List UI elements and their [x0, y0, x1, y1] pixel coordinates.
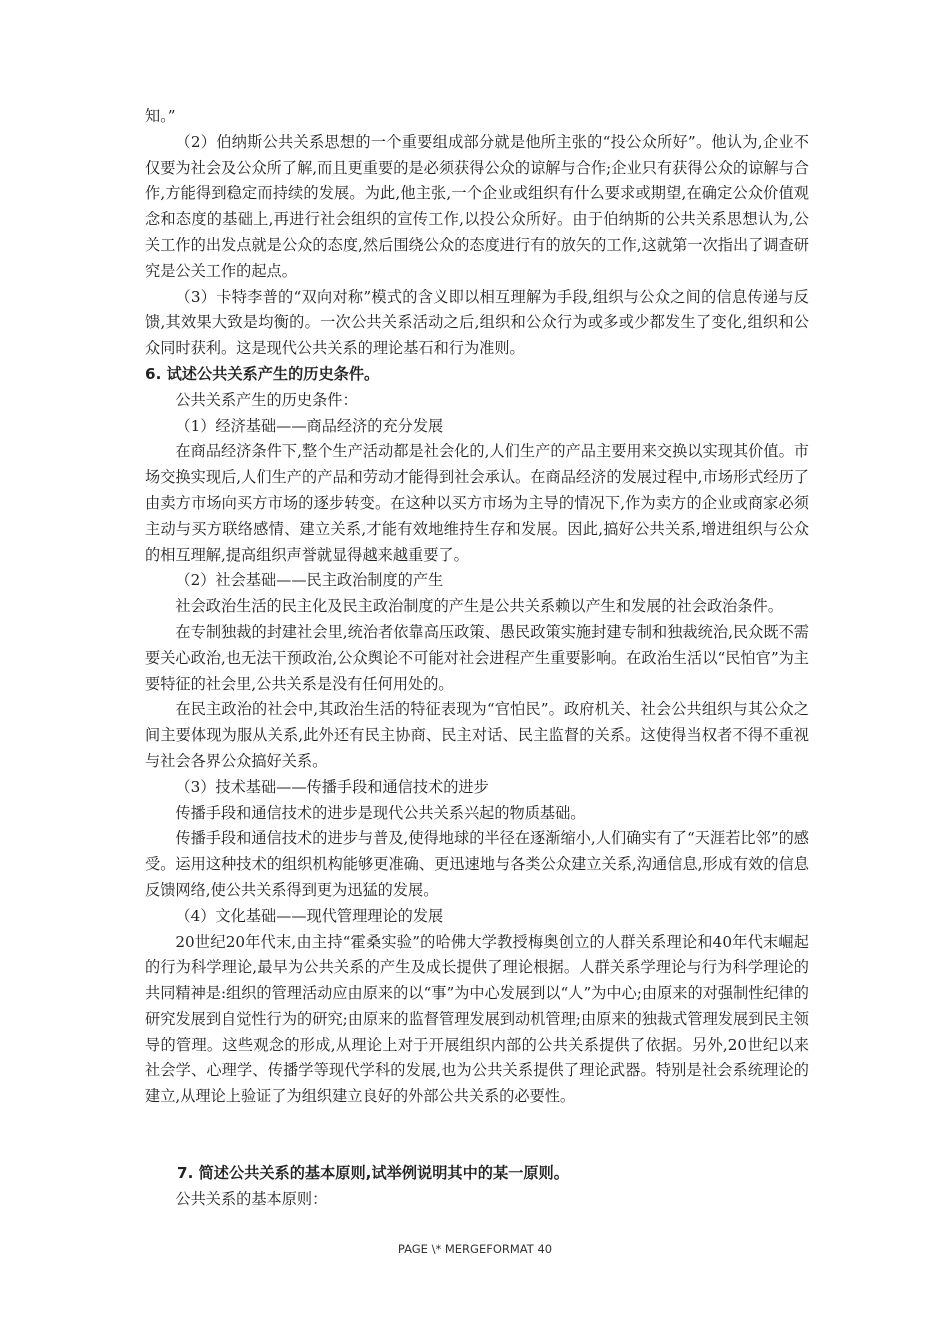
paragraph-cutlip: （3）卡特李普的“双向对称”模式的含义即以相互理解为手段,组织与公众之间的信息传递与反馈,其效果大致是均衡的。一次公共关系活动之后,组织和公众行为或多或少都发生了变化,组织和公众同时获利。这是现代公共关系的理论基石和行为准则。 [145, 287, 809, 358]
subheading-cultural: （4）文化基础——现代管理理论的发展 [175, 906, 444, 925]
question-6-heading: 6. 试述公共关系产生的历史条件。 [145, 364, 380, 383]
paragraph-social-3: 在民主政治的社会中,其政治生活的特征表现为“官怕民”。政府机关、社会公共组织与其公众之间主要体现为服从关系,此外还有民主协商、民主对话、民主监督的关系。这使得当权者不得不重视与社会各界公众搞好关系。 [145, 700, 809, 770]
question-7-heading: 7. 简述公共关系的基本原则,试举例说明其中的某一原则。 [177, 1164, 569, 1183]
answer-7-intro: 公共关系的基本原则： [175, 1189, 328, 1208]
subheading-technical: （3）技术基础——传播手段和通信技术的进步 [175, 777, 489, 796]
answer-intro: 公共关系产生的历史条件： [175, 390, 358, 409]
paragraph-bernays: （2）伯纳斯公共关系思想的一个重要组成部分就是他所主张的“投公众所好”。他认为,企业不仅要为社会及公众所了解,而且更重要的是必须获得公众的谅解与合作;企业只有获得公众的谅解与合作,方能得到稳定而持续的发展。为此,他主张,一个企业或组织有什么要求或期望,在确定公众价值观念和态度的基础上,再进行社会组织的宣传工作,以投公众所好。由于伯纳斯的公共关系思想认为,公关工作的出发点就是公众的态度,然后围绕公众的态度进行有的放矢的工作,这就第一次指出了调查研究是公关工作的起点。 [145, 132, 809, 280]
paragraph-technical-1: 传播手段和通信技术的进步是现代公共关系兴起的物质基础。 [175, 803, 586, 822]
subheading-economic: （1）经济基础——商品经济的充分发展 [175, 416, 444, 435]
paragraph-cultural: 20世纪20年代末,由主持“霍桑实验”的哈佛大学教授梅奥创立的人群关系理论和40年代末崛起的行为科学理论,最早为公共关系的产生及成长提供了理论根据。人群关系学理论与行为科学理论的共同精神是:组织的管理活动应由原来的以“事”为中心发展到以“人”为中心;由原来的对强制性纪律的研究发展到自觉性行为的研究;由原来的监督管理发展到动机管理;由原来的独裁式管理发展到民主领导的管理。这些观念的形成,从理论上对于开展组织内部的公共关系提供了依据。另外,20世纪以来社会学、心理学、传播学等现代学科的发展,也为公共关系提供了理论武器。特别是社会系统理论的建立,从理论上验证了为组织建立良好的外部公共关系的必要性。 [145, 932, 809, 1106]
page-footer: PAGE \* MERGEFORMAT 40 [397, 1242, 553, 1256]
paragraph-social-2: 在专制独裁的封建社会里,统治者依靠高压政策、愚民政策实施封建专制和独裁统治,民众既不需要关心政治,也无法干预政治,公众舆论不可能对社会进程产生重要影响。在政治生活以“民怕官”为主要特征的社会里,公共关系是没有任何用处的。 [145, 622, 809, 693]
paragraph-economic: 在商品经济条件下,整个生产活动都是社会化的,人们生产的产品主要用来交换以实现其价值。市场交换实现后,人们生产的产品和劳动才能得到社会承认。在商品经济的发展过程中,市场形式经历了由卖方市场向买方市场的逐步转变。在这种以买方市场为主导的情况下,作为卖方的企业或商家必须主动与买方联络感情、建立关系,才能有效地维持生存和发展。因此,搞好公共关系,增进组织与公众的相互理解,提高组织声誉就显得越来越重要了。 [145, 442, 809, 564]
paragraph-social-1: 社会政治生活的民主化及民主政治制度的产生是公共关系赖以产生和发展的社会政治条件。 [175, 597, 783, 616]
paragraph-continuation: 知。” [145, 107, 176, 125]
paragraph-technical-2: 传播手段和通信技术的进步与普及,使得地球的半径在逐渐缩小,人们确实有了“天涯若比邻”的感受。运用这种技术的组织机构能够更准确、更迅速地与各类公众建立关系,沟通信息,形成有效的信息反馈网络,使公共关系得到更为迅猛的发展。 [145, 829, 809, 899]
document-body [145, 104, 809, 1213]
subheading-social: （2）社会基础——民主政治制度的产生 [175, 571, 444, 590]
